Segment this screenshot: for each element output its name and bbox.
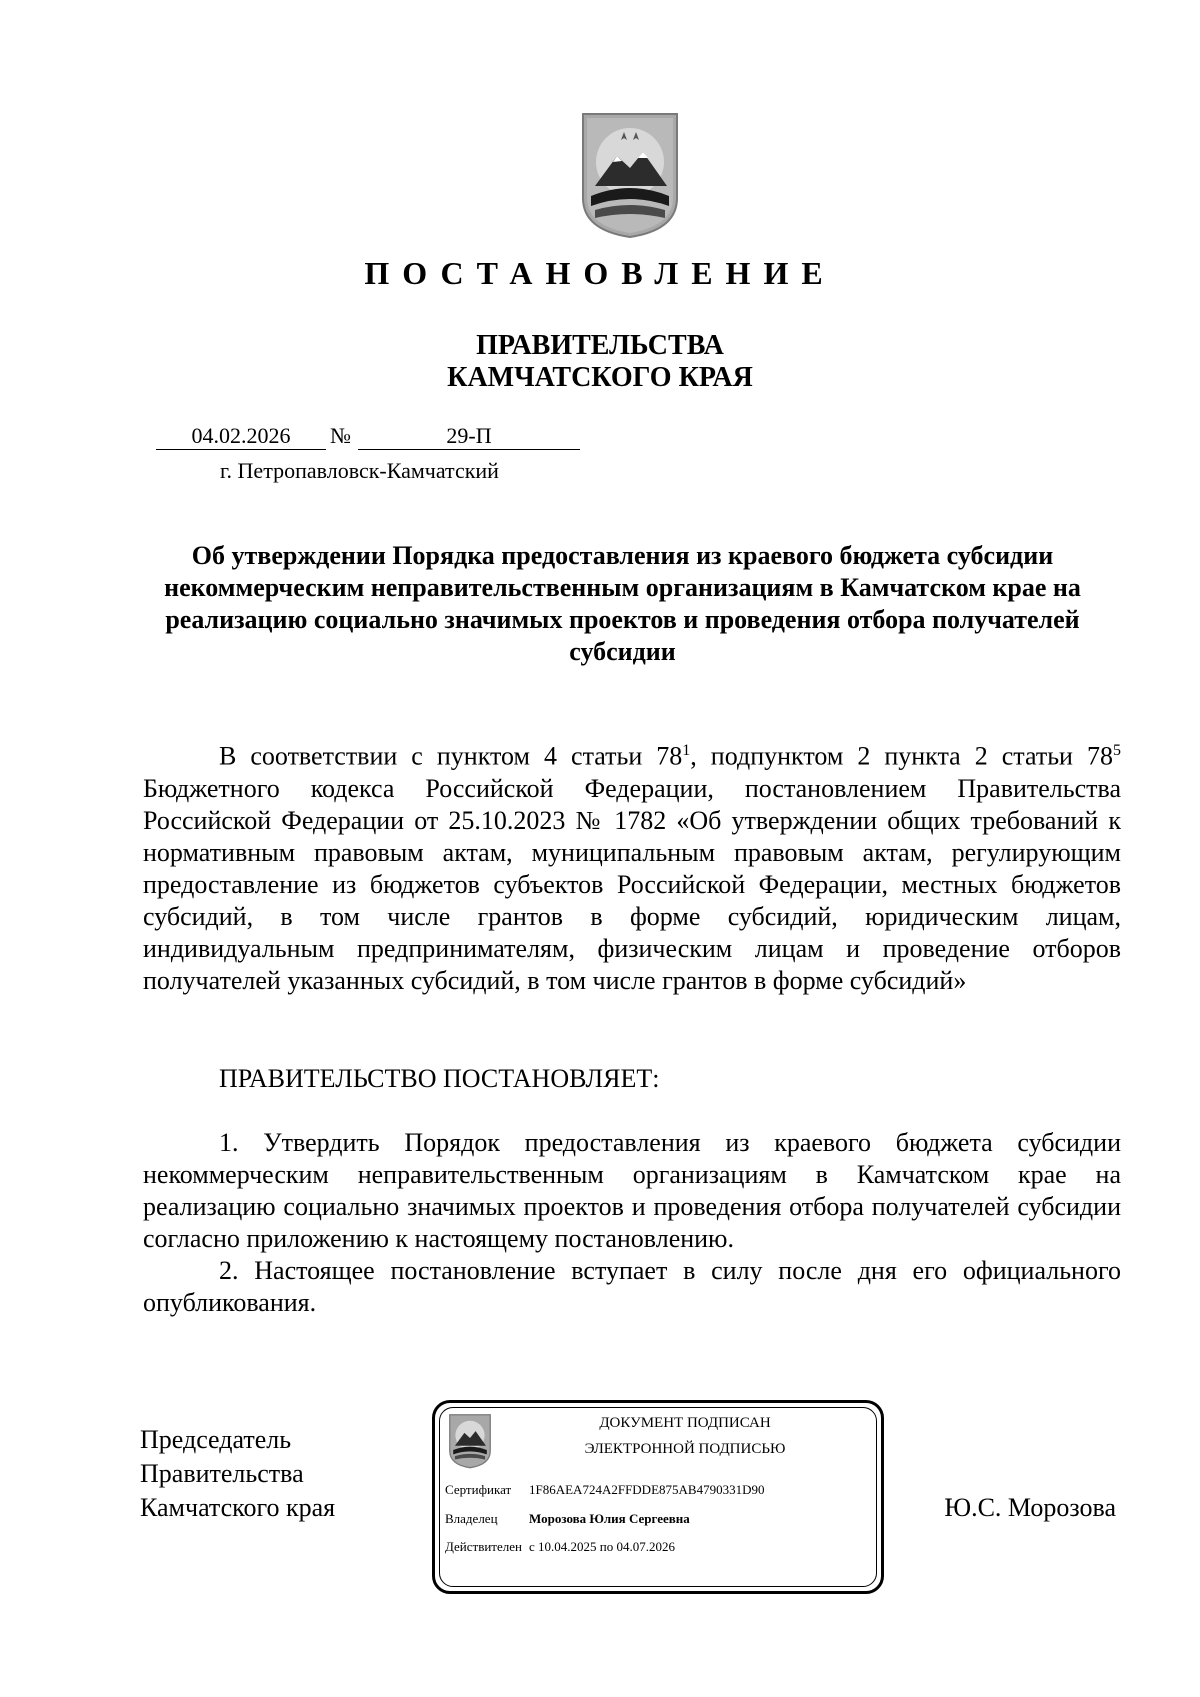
certificate-label: Сертификат [445,1482,512,1497]
registration-number: 29-П [358,423,580,450]
stamp-validity-row [445,1539,675,1555]
signer-position [140,1423,335,1525]
decree-line: ПРАВИТЕЛЬСТВО ПОСТАНОВЛЯЕТ: [219,1064,660,1093]
issuer-line-1: ПРАВИТЕЛЬСТВА [476,330,724,361]
decree-item-1: 1. Утвердить Порядок предоставления из краевого бюджета субсидии некоммерческим неправительственным организациям в Камчатском крае на реализацию социально значимых проектов и проведения отбора получателей субсидии согласно приложению к настоящему постановлению. [143,1128,1121,1253]
stamp-owner-row [445,1511,690,1527]
stamp-heading-line-1: ДОКУМЕНТ ПОДПИСАН [599,1415,771,1431]
basis-part-1: В соответствии с пунктом 4 статьи 78 [219,741,683,771]
document-kind-heading: ПОСТАНОВЛЕНИЕ [364,255,836,291]
validity-value: с 10.04.2025 по 04.07.2026 [529,1539,675,1554]
signer-name: Ю.С. Морозова [944,1493,1116,1522]
basis-paragraph [143,735,1121,997]
owner-label: Владелец [445,1511,498,1526]
document-title: Об утверждении Порядка предоставления из краевого бюджета субсидии некоммерческим неправительственным организациям в Камчатском крае на реализацию социально значимых проектов и проведения отбора получателей субсидии [164,541,1081,666]
stamp-heading-line-2: ЭЛЕКТРОННОЙ ПОДПИСЬЮ [584,1441,786,1457]
basis-sup-1: 1 [682,742,691,759]
basis-sup-2: 5 [1113,742,1121,759]
signer-position-line-3: Камчатского края [140,1493,336,1522]
signer-position-line-2: Правительства [140,1459,304,1488]
certificate-value: 1F86AEA724A2FFDDE875AB4790331D90 [529,1482,765,1497]
basis-part-3: Бюджетного кодекса Российской Федерации, постановлением Правительства Российской Федерации от 25.10.2023 № 1782 «Об утверждении общих требований к нормативным правовым актам, муниципальным правовым актам, регулирующим предоставление из бюджетов субъектов Российской Федерации, местных бюджетов субсидий, в том числе грантов в форме субсидий, юридическим лицам, индивидуальным предпринимателям, физическим лицам и проведение отборов получателей указанных субсидий, в том числе грантов в форме субсидий» [143,773,1121,995]
city: г. Петропавловск-Камчатский [220,458,499,483]
stamp-certificate-row [445,1482,764,1498]
basis-part-2: , подпунктом 2 пункта 2 статьи 78 [690,741,1113,771]
decree-item-2: 2. Настоящее постановление вступает в силу после дня его официального опубликования. [143,1256,1121,1317]
coat-of-arms-icon [577,110,683,240]
registration-date: 04.02.2026 [156,423,326,450]
validity-label: Действителен [445,1539,522,1554]
signer-position-line-1: Председатель [140,1425,292,1454]
owner-value: Морозова Юлия Сергеевна [529,1511,690,1526]
stamp-coat-of-arms-icon [447,1413,493,1469]
number-sign: № [330,423,351,448]
issuer-line-2: КАМЧАТСКОГО КРАЯ [447,362,753,393]
electronic-signature-stamp [432,1400,884,1594]
